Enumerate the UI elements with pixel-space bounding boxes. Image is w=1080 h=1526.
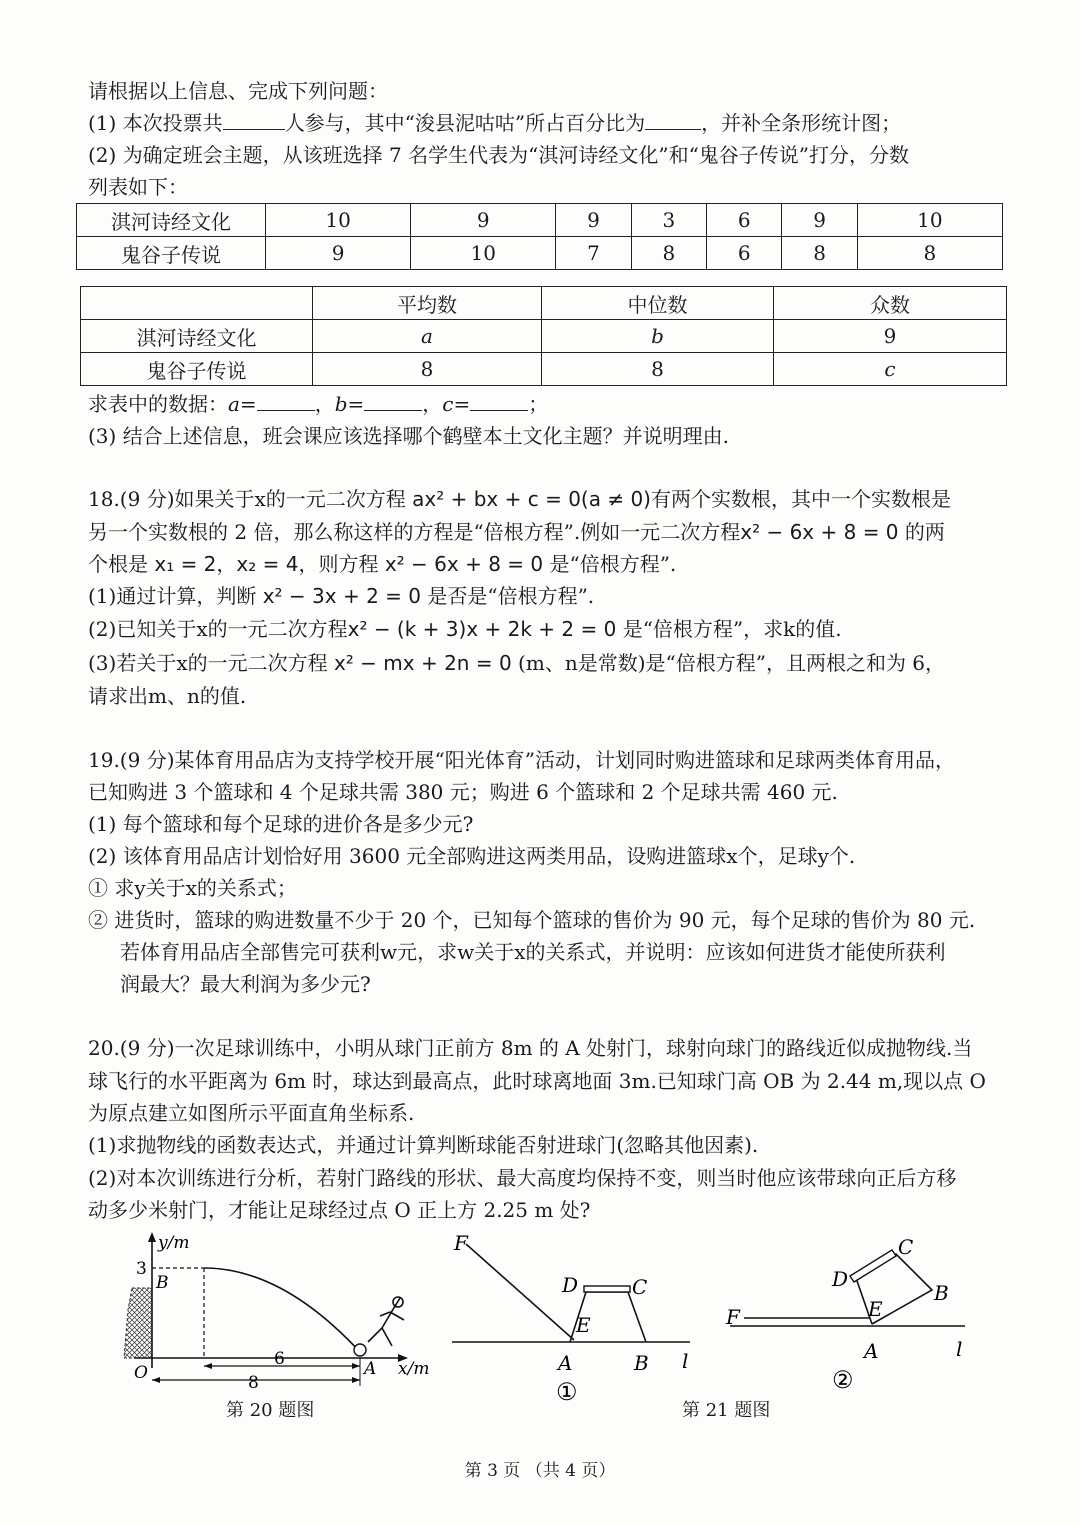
score-cell: 9 bbox=[556, 204, 631, 237]
figure-21-2 bbox=[720, 1230, 980, 1410]
score-cell: 8 bbox=[782, 237, 857, 270]
q19-line2: 已知购进 3 个篮球和 4 个足球共需 380 元；购进 6 个篮球和 2 个足球共需 460 元. bbox=[88, 780, 838, 804]
header-empty bbox=[81, 287, 313, 320]
q18-line3: 个根是 x₁ = 2，x₂ = 4，则方程 x² − 6x + 8 = 0 是“倍根方程”. bbox=[88, 552, 677, 576]
dim-arrow bbox=[152, 1377, 160, 1383]
point-B: B bbox=[634, 1351, 649, 1375]
q18-sub3: (3)若关于x的一元二次方程 x² − mx + 2n = 0 (m、n是常数)是“倍根方程”，且两根之和为 6， bbox=[88, 651, 946, 675]
score-cell: 3 bbox=[631, 204, 706, 237]
q19-line1: 19.(9 分)某体育用品店为支持学校开展“阳光体育”活动，计划同时购进篮球和足球两类体育用品， bbox=[88, 748, 955, 772]
line-l: l bbox=[682, 1349, 689, 1373]
header-mode: 众数 bbox=[774, 287, 1007, 320]
equation: x² − 6x + 8 = 0 bbox=[384, 552, 544, 576]
score-cell: 10 bbox=[266, 204, 411, 237]
score-cell: 9 bbox=[411, 204, 556, 237]
stat-cell: 8 bbox=[542, 353, 774, 386]
table-row bbox=[81, 320, 1007, 353]
point-C: C bbox=[632, 1275, 648, 1299]
bar-DC bbox=[850, 1250, 896, 1282]
answer-blank[interactable] bbox=[470, 390, 528, 411]
q19-sub2: (2) 该体育用品店计划恰好用 3600 元全部购进这两类用品，设购进篮球x个，足球y个. bbox=[88, 844, 856, 868]
score-cell: 6 bbox=[707, 237, 782, 270]
q20-line1: 20.(9 分)一次足球训练中，小明从球门正前方 8m 的 A 处射门，球射向球门的路线近似成抛物线.当 bbox=[88, 1036, 973, 1060]
line-l: l bbox=[956, 1337, 963, 1361]
point-B: B bbox=[156, 1273, 169, 1293]
header-median: 中位数 bbox=[542, 287, 774, 320]
q20-sub1: (1)求抛物线的函数表达式，并通过计算判断球能否射进球门(忽略其他因素). bbox=[88, 1133, 759, 1157]
answer-blank[interactable] bbox=[257, 390, 315, 411]
q18-sub3-cont: 请求出m、n的值. bbox=[88, 684, 247, 708]
equation: x² − 6x + 8 = 0 bbox=[740, 520, 899, 544]
point-D: D bbox=[562, 1273, 579, 1297]
row-label: 淇河诗经文化 bbox=[77, 204, 266, 237]
score-cell: 8 bbox=[631, 237, 706, 270]
point-O: O bbox=[134, 1363, 148, 1383]
dim-arrow bbox=[204, 1363, 212, 1369]
point-F: F bbox=[454, 1231, 468, 1255]
score-cell: 8 bbox=[857, 237, 1002, 270]
q20-line3: 为原点建立如图所示平面直角坐标系. bbox=[88, 1101, 415, 1125]
score-cell: 9 bbox=[266, 237, 411, 270]
row-label: 淇河诗经文化 bbox=[81, 320, 313, 353]
q17-part2: (2) 为确定班会主题，从该班选择 7 名学生代表为“淇河诗经文化”和“鬼谷子传说”打分，分数 bbox=[88, 143, 910, 167]
figure-number: ① bbox=[556, 1378, 578, 1406]
x-axis-label: x/m bbox=[398, 1359, 430, 1379]
q20-sub2: (2)对本次训练进行分析，若射门路线的形状、最大高度均保持不变，则当时他应该带球向正后方移 bbox=[88, 1166, 957, 1190]
q17-part2-cont: 列表如下： bbox=[88, 175, 188, 199]
table-row bbox=[77, 204, 1003, 237]
row-label: 鬼谷子传说 bbox=[77, 237, 266, 270]
answer-blank[interactable] bbox=[223, 109, 285, 130]
dim-label-8: 8 bbox=[248, 1373, 259, 1390]
point-E: E bbox=[576, 1313, 591, 1337]
point-A: A bbox=[558, 1351, 573, 1375]
figure-20 bbox=[112, 1230, 442, 1390]
q18-sub2: (2)已知关于x的一元二次方程x² − (k + 3)x + 2k + 2 = 0 是“倍根方程”，求k的值. bbox=[88, 617, 842, 641]
q17-intro: 请根据以上信息、完成下列问题： bbox=[88, 79, 388, 103]
dim-arrow bbox=[352, 1363, 360, 1369]
point-C: C bbox=[898, 1235, 914, 1259]
q18-line2: 另一个实数根的 2 倍，那么称这样的方程是“倍根方程”.例如一元二次方程x² − 6x + 8 = 0 的两 bbox=[88, 520, 945, 544]
stat-cell: 9 bbox=[774, 320, 1007, 353]
point-B: B bbox=[934, 1281, 949, 1305]
figure-number: ② bbox=[832, 1366, 854, 1394]
score-cell: 10 bbox=[857, 204, 1002, 237]
q19-case2-cont: 润最大？最大利润为多少元? bbox=[120, 972, 371, 996]
score-cell: 6 bbox=[707, 204, 782, 237]
point-E: E bbox=[868, 1297, 883, 1321]
equation: x² − mx + 2n = 0 bbox=[333, 651, 512, 675]
table-row bbox=[81, 287, 1007, 320]
point-A: A bbox=[864, 1339, 879, 1363]
q18-sub1: (1)通过计算，判断 x² − 3x + 2 = 0 是否是“倍根方程”. bbox=[88, 584, 595, 608]
rod-FE bbox=[466, 1244, 574, 1340]
y-axis-arrow bbox=[148, 1232, 156, 1242]
q19-sub1: (1) 每个篮球和每个足球的进价各是多少元? bbox=[88, 812, 474, 836]
q17-part3: (3) 结合上述信息，班会课应该选择哪个鹤壁本土文化主题？并说明理由. bbox=[88, 424, 730, 448]
answer-blank[interactable] bbox=[645, 109, 701, 130]
y-axis-label: y/m bbox=[158, 1233, 190, 1253]
q17-part1: (1) 本次投票共 人参与，其中“浚县泥咕咕”所占百分比为 ，并补全条形统计图； bbox=[88, 111, 902, 135]
player-icon bbox=[368, 1297, 404, 1346]
equation: x² − 3x + 2 = 0 bbox=[262, 584, 421, 608]
q19-case2: ② 进货时，篮球的购进数量不少于 20 个，已知每个篮球的售价为 90 元，每个足球的售价为 80 元. bbox=[88, 908, 976, 932]
point-F: F bbox=[726, 1305, 740, 1329]
equation: x₁ = 2，x₂ = 4 bbox=[154, 552, 299, 576]
score-cell: 7 bbox=[556, 237, 631, 270]
stats-table bbox=[80, 286, 1007, 386]
stat-cell: a bbox=[313, 320, 542, 353]
score-table bbox=[76, 203, 1003, 270]
q19-case1: ① 求y关于x的关系式； bbox=[88, 876, 297, 900]
ball-icon bbox=[354, 1344, 366, 1356]
page-footer: 第 3 页 （共 4 页） bbox=[464, 1461, 616, 1481]
q17-ask: 求表中的数据：a= ，b= ，c= ； bbox=[88, 392, 549, 416]
table-row bbox=[77, 237, 1003, 270]
point-A: A bbox=[364, 1359, 377, 1379]
answer-blank[interactable] bbox=[364, 390, 422, 411]
score-cell: 9 bbox=[782, 204, 857, 237]
tick-3: 3 bbox=[136, 1259, 147, 1279]
q20-sub2-cont: 动多少米射门，才能让足球经过点 O 正上方 2.25 m 处? bbox=[88, 1198, 591, 1222]
dim-label-6: 6 bbox=[274, 1349, 285, 1369]
trajectory-curve bbox=[204, 1268, 360, 1352]
figure-21-1 bbox=[440, 1230, 700, 1410]
equation: x² − (k + 3)x + 2k + 2 = 0 bbox=[347, 617, 617, 641]
point-D: D bbox=[832, 1267, 849, 1291]
bar-DC bbox=[584, 1286, 630, 1292]
stat-cell: c bbox=[774, 353, 1007, 386]
score-cell: 10 bbox=[411, 237, 556, 270]
q20-line2: 球飞行的水平距离为 6m 时，球达到最高点，此时球离地面 3m.已知球门高 OB 为 2.44 m,现以点 O bbox=[88, 1069, 986, 1093]
goal-net bbox=[124, 1288, 152, 1358]
dim-arrow bbox=[352, 1377, 360, 1383]
q19-case2-cont: 若体育用品店全部售完可获利w元，求w关于x的关系式，并说明：应该如何进货才能使所获利 bbox=[120, 940, 946, 964]
figure-20-caption: 第 20 题图 bbox=[226, 1400, 315, 1421]
figure-21-caption: 第 21 题图 bbox=[682, 1400, 771, 1421]
row-label: 鬼谷子传说 bbox=[81, 353, 313, 386]
stat-cell: 8 bbox=[313, 353, 542, 386]
table-row bbox=[81, 353, 1007, 386]
equation: ax² + bx + c = 0(a ≠ 0) bbox=[412, 487, 651, 511]
header-mean: 平均数 bbox=[313, 287, 542, 320]
stat-cell: b bbox=[542, 320, 774, 353]
q18-line1: 18.(9 分)如果关于x的一元二次方程 ax² + bx + c = 0(a ≠ 0)有两个实数根，其中一个实数根是 bbox=[88, 487, 951, 511]
